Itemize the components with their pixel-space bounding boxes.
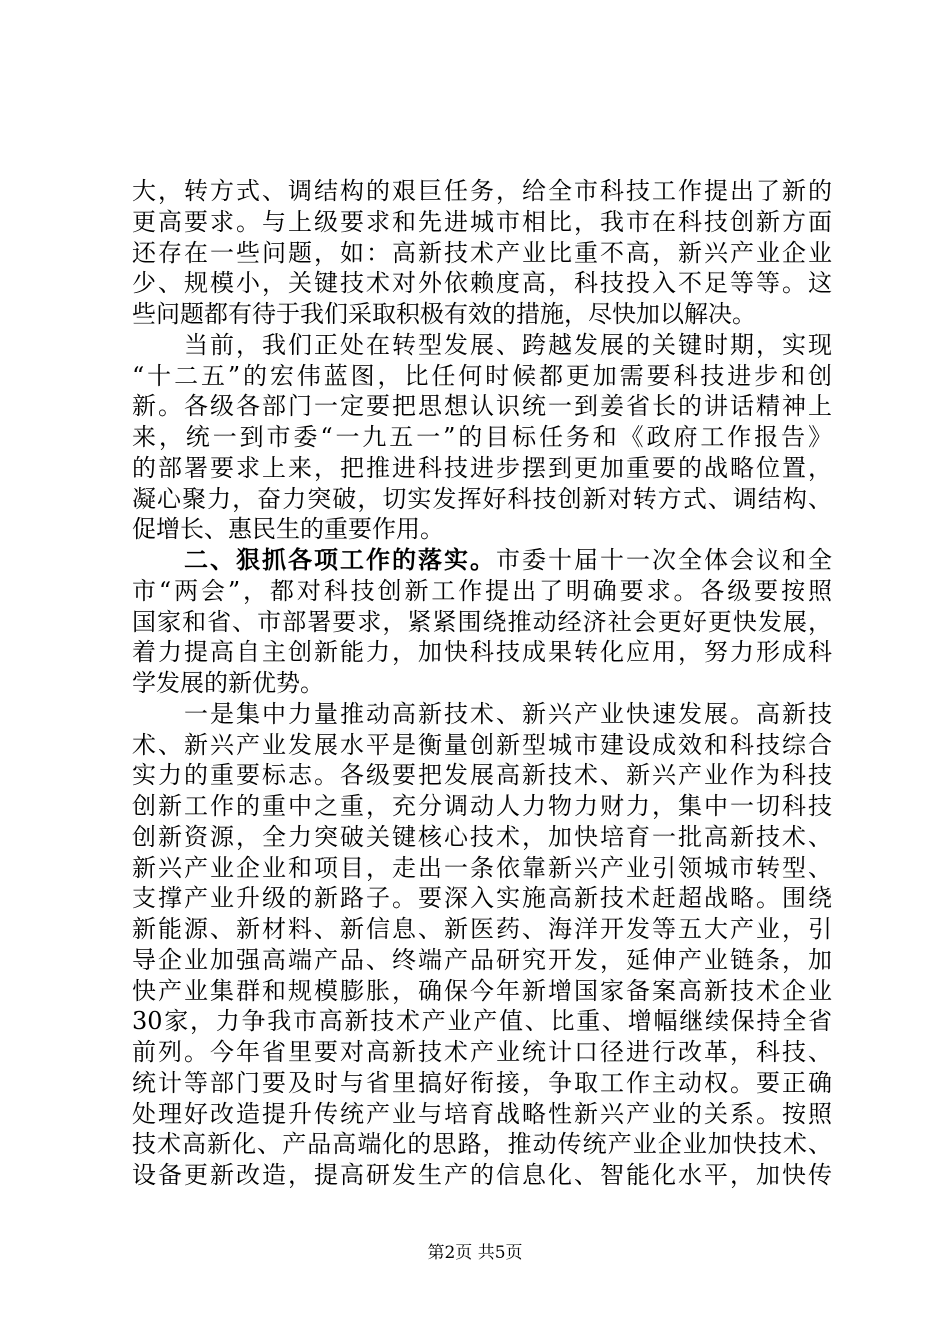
text-line: [132, 238, 832, 269]
text-line-content: 导企业加强高端产品、终端产品研究开发，延伸产业链条，加: [132, 945, 832, 974]
text-line: [132, 576, 832, 607]
text-line-content: 快产业集群和规模膨胀，确保今年新增国家备案高新技术企业: [132, 976, 832, 1005]
text-line: [132, 791, 832, 822]
text-line-content: 市委十届十一次全体会议和全: [496, 546, 832, 574]
text-line: [132, 514, 832, 545]
text-line: [132, 699, 832, 730]
text-line-content: 少、规模小，关键技术对外依赖度高，科技投入不足等等。这: [132, 269, 832, 298]
text-line-content: 新能源、新材料、新信息、新医药、海洋开发等五大产业，引: [132, 915, 832, 943]
text-line-content: 支撑产业升级的新路子。要深入实施高新技术赶超战略。围绕: [132, 884, 832, 913]
text-line-content: 处理好改造提升传统产业与培育战略性新兴产业的关系。按照: [132, 1099, 832, 1128]
text-line-content: 技术高新化、产品高端化的思路，推动传统产业企业加快技术、: [132, 1130, 832, 1159]
text-line-content: 市“两会”，都对科技创新工作提出了明确要求。各级要按照: [132, 576, 832, 605]
text-line-content: 些问题都有待于我们采取积极有效的措施，尽快加以解决。: [132, 300, 756, 328]
text-line-content: 实力的重要标志。各级要把发展高新技术、新兴产业作为科技: [132, 761, 832, 790]
text-line: [132, 1160, 832, 1191]
text-line-content: 创新工作的重中之重，充分调动人力物力财力，集中一切科技: [132, 792, 832, 820]
text-line-content: 统计等部门要及时与省里搞好衔接，争取工作主动权。要正确: [132, 1068, 832, 1097]
text-line: [132, 914, 832, 945]
text-line: [132, 207, 832, 238]
text-line-content: 创新资源，全力突破关键核心技术，加快培育一批高新技术、: [132, 822, 832, 851]
text-line-content: 的部署要求上来，把推进科技进步摆到更加重要的战略位置，: [132, 453, 832, 482]
text-line-content: 还存在一些问题，如：高新技术产业比重不高，新兴产业企业: [132, 238, 832, 267]
text-line: [132, 853, 832, 884]
text-line: [132, 391, 832, 422]
text-line-content: 前列。今年省里要对高新技术产业统计口径进行改革，科技、: [132, 1038, 832, 1066]
document-body: [132, 176, 832, 1191]
text-line: [132, 545, 832, 576]
text-line: [132, 1099, 832, 1130]
text-line: [132, 422, 832, 453]
text-line: [132, 1037, 832, 1068]
text-line-content: 学发展的新优势。: [132, 669, 324, 697]
text-line: [132, 945, 832, 976]
text-line-content: 设备更新改造，提高研发生产的信息化、智能化水平，加快传: [132, 1161, 832, 1189]
text-line-content: 术、新兴产业发展水平是衡量创新型城市建设成效和科技综合: [132, 730, 832, 759]
text-line: [132, 760, 832, 791]
text-line: [132, 607, 832, 638]
text-line-content: “十二五”的宏伟蓝图，比任何时候都更加需要科技进步和创: [132, 361, 832, 390]
text-line-content: 当前，我们正处在转型发展、跨越发展的关键时期，实现: [132, 330, 832, 359]
text-line: [132, 730, 832, 761]
text-line: [132, 1068, 832, 1099]
text-line: [132, 268, 832, 299]
text-line-content: 更高要求。与上级要求和先进城市相比，我市在科技创新方面: [132, 207, 832, 236]
text-line-content: 一是集中力量推动高新技术、新兴产业快速发展。高新技: [132, 699, 832, 728]
text-line-content: 新。各级各部门一定要把思想认识统一到姜省长的讲话精神上: [132, 392, 832, 421]
text-line: [132, 883, 832, 914]
text-line: [132, 822, 832, 853]
text-line: [132, 453, 832, 484]
section-heading: 二、狠抓各项工作的落实。: [132, 545, 496, 574]
text-line: [132, 976, 832, 1007]
page-footer: 第2页 共5页: [427, 1243, 523, 1263]
text-line: [132, 1006, 832, 1037]
text-line-content: 来，统一到市委“一九五一”的目标任务和《政府工作报告》: [132, 423, 832, 451]
text-line-content: 国家和省、市部署要求，紧紧围绕推动经济社会更好更快发展，: [132, 607, 832, 636]
text-line-content: 促增长、惠民生的重要作用。: [132, 515, 444, 544]
text-line-content: 凝心聚力，奋力突破，切实发挥好科技创新对转方式、调结构、: [132, 484, 832, 513]
text-line: [132, 484, 832, 515]
text-line-content: 新兴产业企业和项目，走出一条依靠新兴产业引领城市转型、: [132, 853, 832, 882]
text-line-content: 30家，力争我市高新技术产业产值、比重、增幅继续保持全省: [132, 1007, 832, 1036]
text-line: [132, 361, 832, 392]
text-line-content: 着力提高自主创新能力，加快科技成果转化应用，努力形成科: [132, 638, 832, 667]
text-line: [132, 176, 832, 207]
text-line-content: 大，转方式、调结构的艰巨任务，给全市科技工作提出了新的: [132, 177, 832, 205]
text-line: [132, 668, 832, 699]
text-line: [132, 1129, 832, 1160]
text-line: [132, 637, 832, 668]
text-line: [132, 299, 832, 330]
text-line: [132, 330, 832, 361]
